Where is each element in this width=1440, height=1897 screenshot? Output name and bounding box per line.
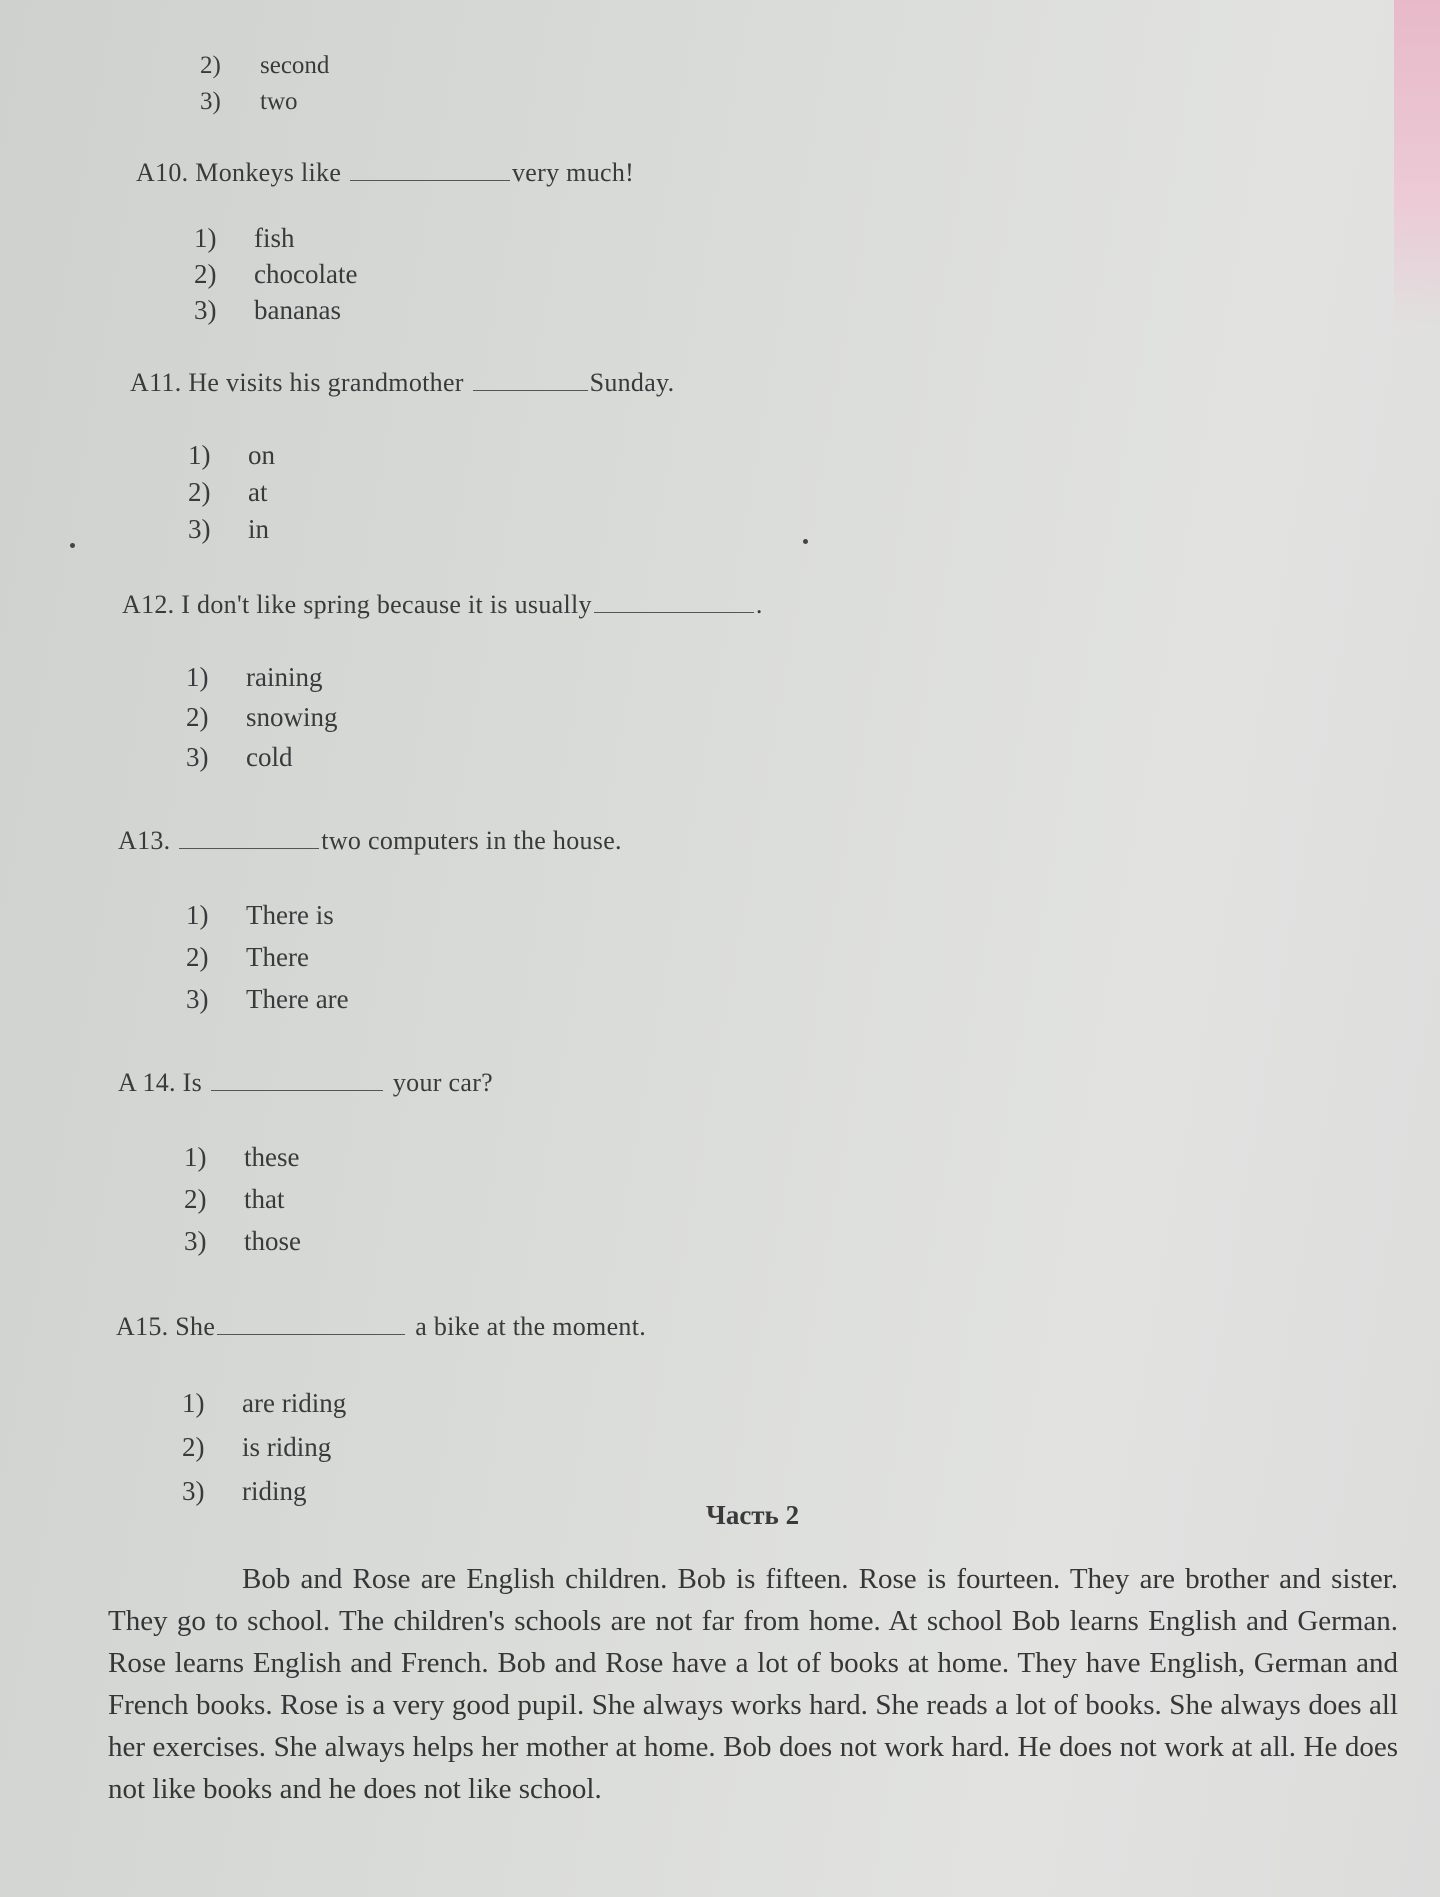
option-item: 1) raining <box>186 662 323 692</box>
option-item: 2) that <box>184 1184 285 1214</box>
option-item: 2) at <box>188 477 268 507</box>
answer-blank <box>179 847 319 849</box>
pink-cloth-edge <box>1394 0 1440 330</box>
option-item: 2) There <box>186 942 309 972</box>
question-a12: A12. I don't like spring because it is usually . <box>122 590 763 619</box>
option-item: 3) riding <box>182 1476 307 1506</box>
option-item: 3) those <box>184 1226 301 1256</box>
option-item: 1) on <box>188 440 275 470</box>
part2-heading: Часть 2 <box>706 1500 800 1530</box>
option-item: 3) in <box>188 514 270 544</box>
option-item: 2) is riding <box>182 1432 332 1462</box>
answer-blank <box>211 1089 383 1091</box>
question-a11: A11. He visits his grandmother Sunday. <box>130 368 675 397</box>
answer-blank <box>594 611 754 613</box>
speck-mark <box>803 539 808 544</box>
answer-blank <box>217 1333 405 1335</box>
speck-mark <box>70 543 75 548</box>
option-item: 2) chocolate <box>194 259 358 289</box>
reading-passage: Bob and Rose are English children. Bob is fifteen. Rose is fourteen. They are brother and sister. They go to school. The children's schools are not far from home. At school Bob learns English and German. Rose learns English and French. Bob and Rose have a lot of books at home. They have English, German and French books. Rose is a very good pupil. She always works hard. She reads a lot of books. She always does all her exercises. She always helps her mother at home. Bob does not work hard. He does not work at all. He does not like books and he does not like school. <box>108 1563 1398 1805</box>
question-a13: A13. two computers in the house. <box>118 826 622 855</box>
question-a15: A15. She a bike at the moment. <box>116 1312 647 1341</box>
question-a14: A 14. Is your car? <box>118 1068 493 1097</box>
option-item: 3) two <box>200 88 298 115</box>
option-item: 1) are riding <box>182 1388 347 1418</box>
option-item: 3) cold <box>186 742 293 772</box>
option-item: 1) fish <box>194 223 295 253</box>
option-item: 2) snowing <box>186 702 338 732</box>
question-a10: A10. Monkeys like very much! <box>136 158 635 187</box>
option-item: 2) second <box>200 52 330 79</box>
option-item: 3) There are <box>186 984 349 1014</box>
answer-blank <box>473 389 588 391</box>
option-item: 1) these <box>184 1142 300 1172</box>
option-item: 1) There is <box>186 900 334 930</box>
answer-blank <box>350 179 510 181</box>
option-item: 3) bananas <box>194 295 341 325</box>
